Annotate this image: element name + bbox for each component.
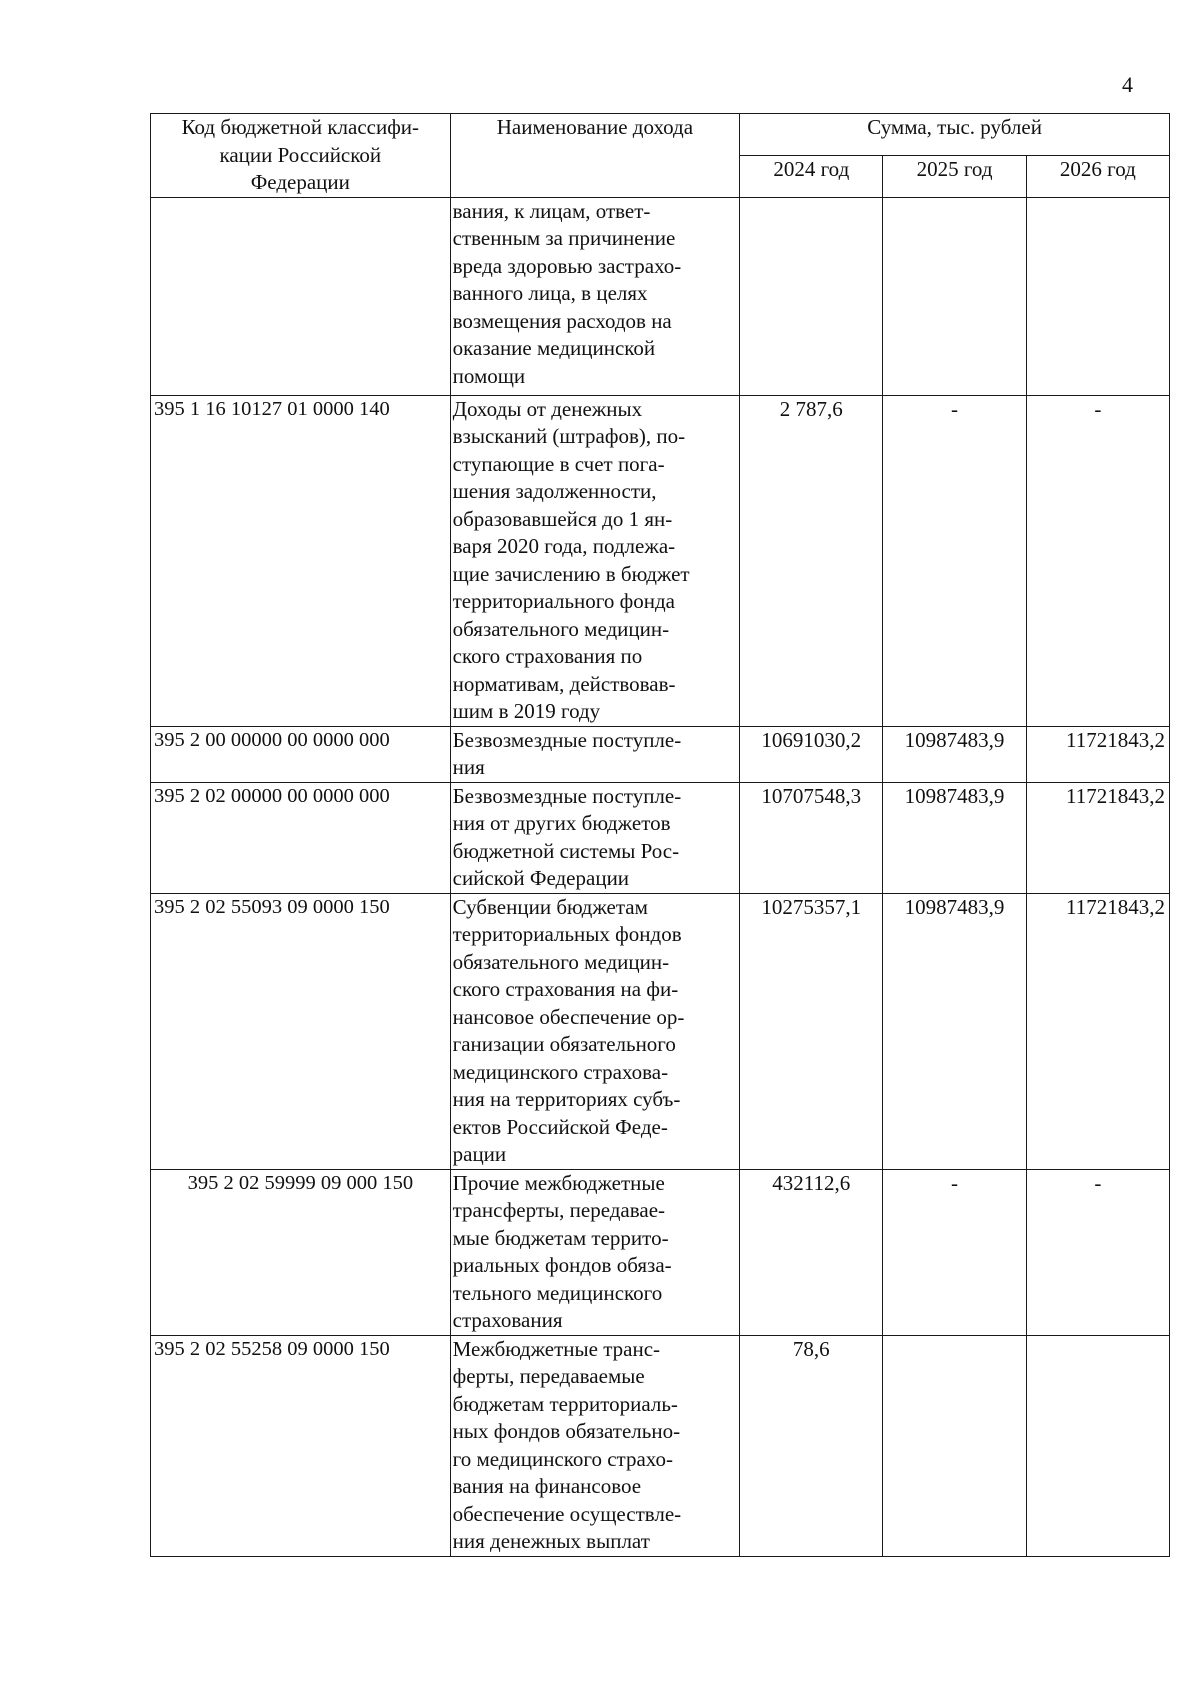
- name-line: ния денежных выплат: [452, 1529, 650, 1553]
- name-line: рации: [452, 1142, 507, 1166]
- name-line: страхования: [452, 1308, 563, 1332]
- row-value-2026: 11721843,2: [1026, 782, 1169, 893]
- name-line: Прочие межбюджетные: [452, 1170, 665, 1195]
- name-line: ния на территориях субъ-: [452, 1087, 681, 1111]
- row-value-2025: 10987483,9: [883, 893, 1026, 1169]
- name-line: ского страхования на фи-: [452, 977, 679, 1001]
- header-sum: Сумма, тыс. рублей: [740, 114, 1170, 156]
- row-name: [450, 1169, 740, 1335]
- row-value-2025: [883, 197, 1026, 395]
- name-line: медицинского страхова-: [452, 1059, 669, 1084]
- name-line: шения задолженности,: [452, 479, 657, 503]
- header-year-2026: 2026 год: [1026, 155, 1169, 197]
- table-row: [151, 197, 1170, 395]
- name-line: ственным за причинение: [452, 226, 676, 250]
- row-value-2025: -: [883, 395, 1026, 726]
- row-value-2024: 10691030,2: [740, 726, 883, 782]
- row-value-2026: -: [1026, 1169, 1169, 1335]
- row-code: [151, 197, 451, 395]
- row-value-2025: 10987483,9: [883, 726, 1026, 782]
- name-line: ского страхования по: [452, 644, 643, 668]
- row-name: [450, 726, 740, 782]
- row-code: 395 1 16 10127 01 0000 140: [151, 395, 451, 726]
- name-line: тельного медицинского: [452, 1280, 663, 1305]
- table-header-row: [151, 114, 1170, 156]
- row-value-2024: 2 787,6: [740, 395, 883, 726]
- name-line: обязательного медицин-: [452, 949, 670, 974]
- name-line: сийской Федерации: [452, 866, 630, 890]
- name-line: обеспечение осуществле-: [452, 1501, 682, 1526]
- name-line: нансовое обеспечение ор-: [452, 1004, 685, 1029]
- name-line: го медицинского страхо-: [452, 1446, 674, 1471]
- header-code-line: кации Российской: [219, 142, 382, 167]
- name-line: ектов Российской Феде-: [452, 1114, 668, 1139]
- row-name: [450, 1335, 740, 1556]
- name-line: нормативам, действовав-: [452, 671, 676, 696]
- row-code: 395 2 02 55258 09 0000 150: [151, 1335, 451, 1556]
- row-code: 395 2 02 59999 09 000 150: [151, 1169, 451, 1335]
- name-line: ных фондов обязательно-: [452, 1419, 681, 1443]
- header-code-line: Федерации: [250, 170, 350, 194]
- name-line: Безвозмездные поступле-: [452, 727, 682, 752]
- header-year-2024: 2024 год: [740, 155, 883, 197]
- row-code: 395 2 02 00000 00 0000 000: [151, 782, 451, 893]
- name-line: Межбюджетные транс-: [452, 1336, 661, 1361]
- row-value-2024: 10707548,3: [740, 782, 883, 893]
- name-line: ния: [452, 755, 485, 779]
- name-line: риальных фондов обяза-: [452, 1253, 672, 1277]
- row-value-2024: 10275357,1: [740, 893, 883, 1169]
- name-line: щие зачислению в бюджет: [452, 561, 690, 586]
- row-code: 395 2 02 55093 09 0000 150: [151, 893, 451, 1169]
- row-name: [450, 893, 740, 1169]
- name-line: оказание медицинской: [452, 336, 656, 360]
- row-name: [450, 395, 740, 726]
- name-line: мые бюджетам террито-: [452, 1225, 669, 1250]
- name-line: взысканий (штрафов), по-: [452, 424, 686, 448]
- table-row: [151, 782, 1170, 893]
- header-code: [151, 114, 451, 198]
- name-line: территориальных фондов: [452, 922, 682, 946]
- table-row: [151, 893, 1170, 1169]
- row-value-2024: [740, 197, 883, 395]
- name-line: ния от других бюджетов: [452, 811, 671, 835]
- name-line: возмещения расходов на: [452, 308, 672, 333]
- budget-revenue-table: [150, 113, 1170, 1557]
- table-row: [151, 1169, 1170, 1335]
- name-line: помощи: [452, 363, 526, 388]
- row-value-2026: 11721843,2: [1026, 726, 1169, 782]
- row-value-2024: 432112,6: [740, 1169, 883, 1335]
- table-row: [151, 395, 1170, 726]
- name-line: вания на финансовое: [452, 1474, 642, 1498]
- row-value-2026: [1026, 1335, 1169, 1556]
- name-line: Безвозмездные поступле-: [452, 783, 682, 808]
- row-code: 395 2 00 00000 00 0000 000: [151, 726, 451, 782]
- header-name: Наименование дохода: [450, 114, 740, 198]
- name-line: ферты, передаваемые: [452, 1364, 645, 1388]
- header-code-line: Код бюджетной классифи-: [181, 115, 420, 139]
- row-value-2026: [1026, 197, 1169, 395]
- name-line: шим в 2019 году: [452, 699, 601, 723]
- name-line: вреда здоровью застрахо-: [452, 253, 682, 278]
- table-row: [151, 1335, 1170, 1556]
- name-line: Доходы от денежных: [452, 396, 643, 421]
- name-line: бюджетам территориаль-: [452, 1391, 678, 1416]
- table-row: [151, 726, 1170, 782]
- name-line: ступающие в счет пога-: [452, 451, 665, 476]
- row-name: [450, 782, 740, 893]
- row-name: [450, 197, 740, 395]
- name-line: ванного лица, в целях: [452, 281, 648, 305]
- name-line: территориального фонда: [452, 589, 675, 613]
- header-year-2025: 2025 год: [883, 155, 1026, 197]
- name-line: образовавшейся до 1 ян-: [452, 506, 673, 531]
- name-line: бюджетной системы Рос-: [452, 838, 680, 863]
- name-line: Субвенции бюджетам: [452, 894, 648, 919]
- row-value-2025: -: [883, 1169, 1026, 1335]
- row-value-2024: 78,6: [740, 1335, 883, 1556]
- row-value-2025: [883, 1335, 1026, 1556]
- row-value-2026: -: [1026, 395, 1169, 726]
- page-number: 4: [1122, 72, 1133, 97]
- name-line: обязательного медицин-: [452, 616, 670, 641]
- name-line: ганизации обязательного: [452, 1032, 676, 1056]
- row-value-2026: 11721843,2: [1026, 893, 1169, 1169]
- row-value-2025: 10987483,9: [883, 782, 1026, 893]
- name-line: трансферты, передавае-: [452, 1198, 666, 1222]
- name-line: варя 2020 года, подлежа-: [452, 534, 676, 558]
- name-line: вания, к лицам, ответ-: [452, 198, 651, 223]
